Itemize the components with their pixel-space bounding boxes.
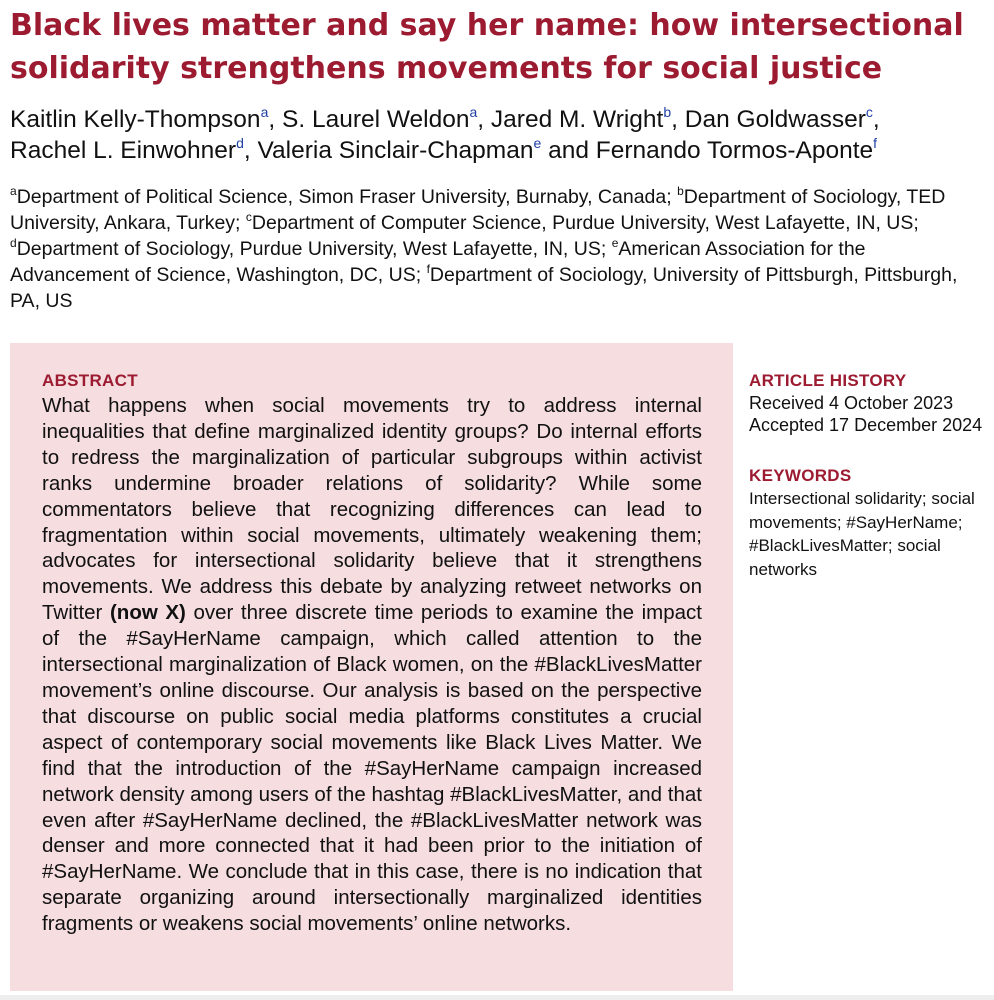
author-list <box>10 104 985 166</box>
separator: and <box>541 137 596 164</box>
affiliation-sup: c <box>245 210 252 224</box>
paper-title: Black lives matter and say her name: how intersectional solidarity strengthens movements for social justice <box>10 8 964 86</box>
author[interactable]: Dan Goldwasser <box>684 106 866 133</box>
abstract-text-part: over three discrete time periods to examine the impact of the #SayHerName campaign, which called attention to the intersectional marginalization of Black women, on the #BlackLivesMatter movement’s online discourse. Our analysis is based on the perspective that discourse on public social media platforms constitutes a crucial aspect of contemporary social movements like Black Lives Matter. We find that the introduction of the #SayHerName campaign increased network density among users of the hashtag #BlackLivesMatter, and that even after #SayHerName declined, the #BlackLivesMatter network was denser and more connected that it had been prior to the initiation of #SayHerName. We conclude that in this case, there is no indication that separate organizing around intersectionally marginalized identities fragments or weakens social movements’ online networks. <box>42 601 702 936</box>
affiliation-marker[interactable]: a <box>469 104 478 120</box>
affiliation-sup: a <box>10 184 17 198</box>
affiliation: Department of Sociology, TED University, Ankara, Turkey; <box>10 186 946 234</box>
affiliation-marker[interactable]: a <box>260 104 269 120</box>
affiliation-sup: f <box>426 262 430 276</box>
author[interactable]: Rachel L. Einwohner <box>10 137 237 164</box>
affiliation-marker[interactable]: b <box>663 104 672 120</box>
affiliation: Department of Sociology, Purdue University, West Lafayette, IN, US; <box>16 238 612 260</box>
separator: , <box>872 106 880 133</box>
affiliation: Department of Sociology, University of Pittsburgh, Pittsburgh, PA, US <box>10 264 958 312</box>
abstract-heading: ABSTRACT <box>42 371 138 390</box>
affiliation-marker[interactable]: d <box>236 135 244 151</box>
article-history-heading: ARTICLE HISTORY <box>749 371 907 390</box>
article-sidebar <box>749 370 989 581</box>
abstract-box <box>10 343 733 991</box>
separator: , <box>243 137 258 164</box>
affiliation: Department of Political Science, Simon Fraser University, Burnaby, Canada; <box>16 186 678 208</box>
accepted-date: Accepted 17 December 2024 <box>749 415 983 435</box>
author[interactable]: Fernando Tormos-Aponte <box>595 137 874 164</box>
author[interactable]: S. Laurel Weldon <box>281 106 470 133</box>
affiliation-sup: b <box>677 184 684 198</box>
received-date: Received 4 October 2023 <box>749 393 954 413</box>
author[interactable]: Valeria Sinclair-Chapman <box>257 137 534 164</box>
separator: , <box>671 106 685 133</box>
abstract-bold-text: (now X) <box>109 601 186 625</box>
author[interactable]: Jared M. Wright <box>490 106 664 133</box>
affiliation-marker[interactable]: f <box>873 135 878 151</box>
abstract-text-part: What happens when social movements try to address internal inequalities that define marginalized identity groups? Do internal efforts to redress the marginalization of particular subgroups within activist ranks undermine broader relations of solidarity? While some commentators believe that recognizing differences can lead to fragmentation within social movements, ultimately weakening them; advocates for intersectional solidarity believe that it strengthens movements. We address this debate by analyzing retweet networks on Twitter <box>42 394 702 625</box>
affiliation-sup: d <box>10 236 17 250</box>
affiliations <box>10 184 985 314</box>
affiliation-marker[interactable]: e <box>533 135 542 151</box>
affiliation: Department of Computer Science, Purdue University, West Lafayette, IN, US; <box>251 212 919 234</box>
keywords-heading: KEYWORDS <box>749 466 852 485</box>
affiliation-marker[interactable]: c <box>865 104 873 120</box>
separator: , <box>477 106 491 133</box>
bottom-divider <box>0 995 994 1000</box>
author[interactable]: Kaitlin Kelly-Thompson <box>10 106 261 133</box>
separator: , <box>268 106 282 133</box>
affiliation: American Association for the Advancement of Science, Washington, DC, US; <box>10 238 866 286</box>
abstract-text <box>42 393 702 937</box>
keywords-list: Intersectional solidarity; social movements; #SayHerName; #BlackLivesMatter; social networks <box>749 489 975 579</box>
affiliation-sup: e <box>611 236 619 250</box>
